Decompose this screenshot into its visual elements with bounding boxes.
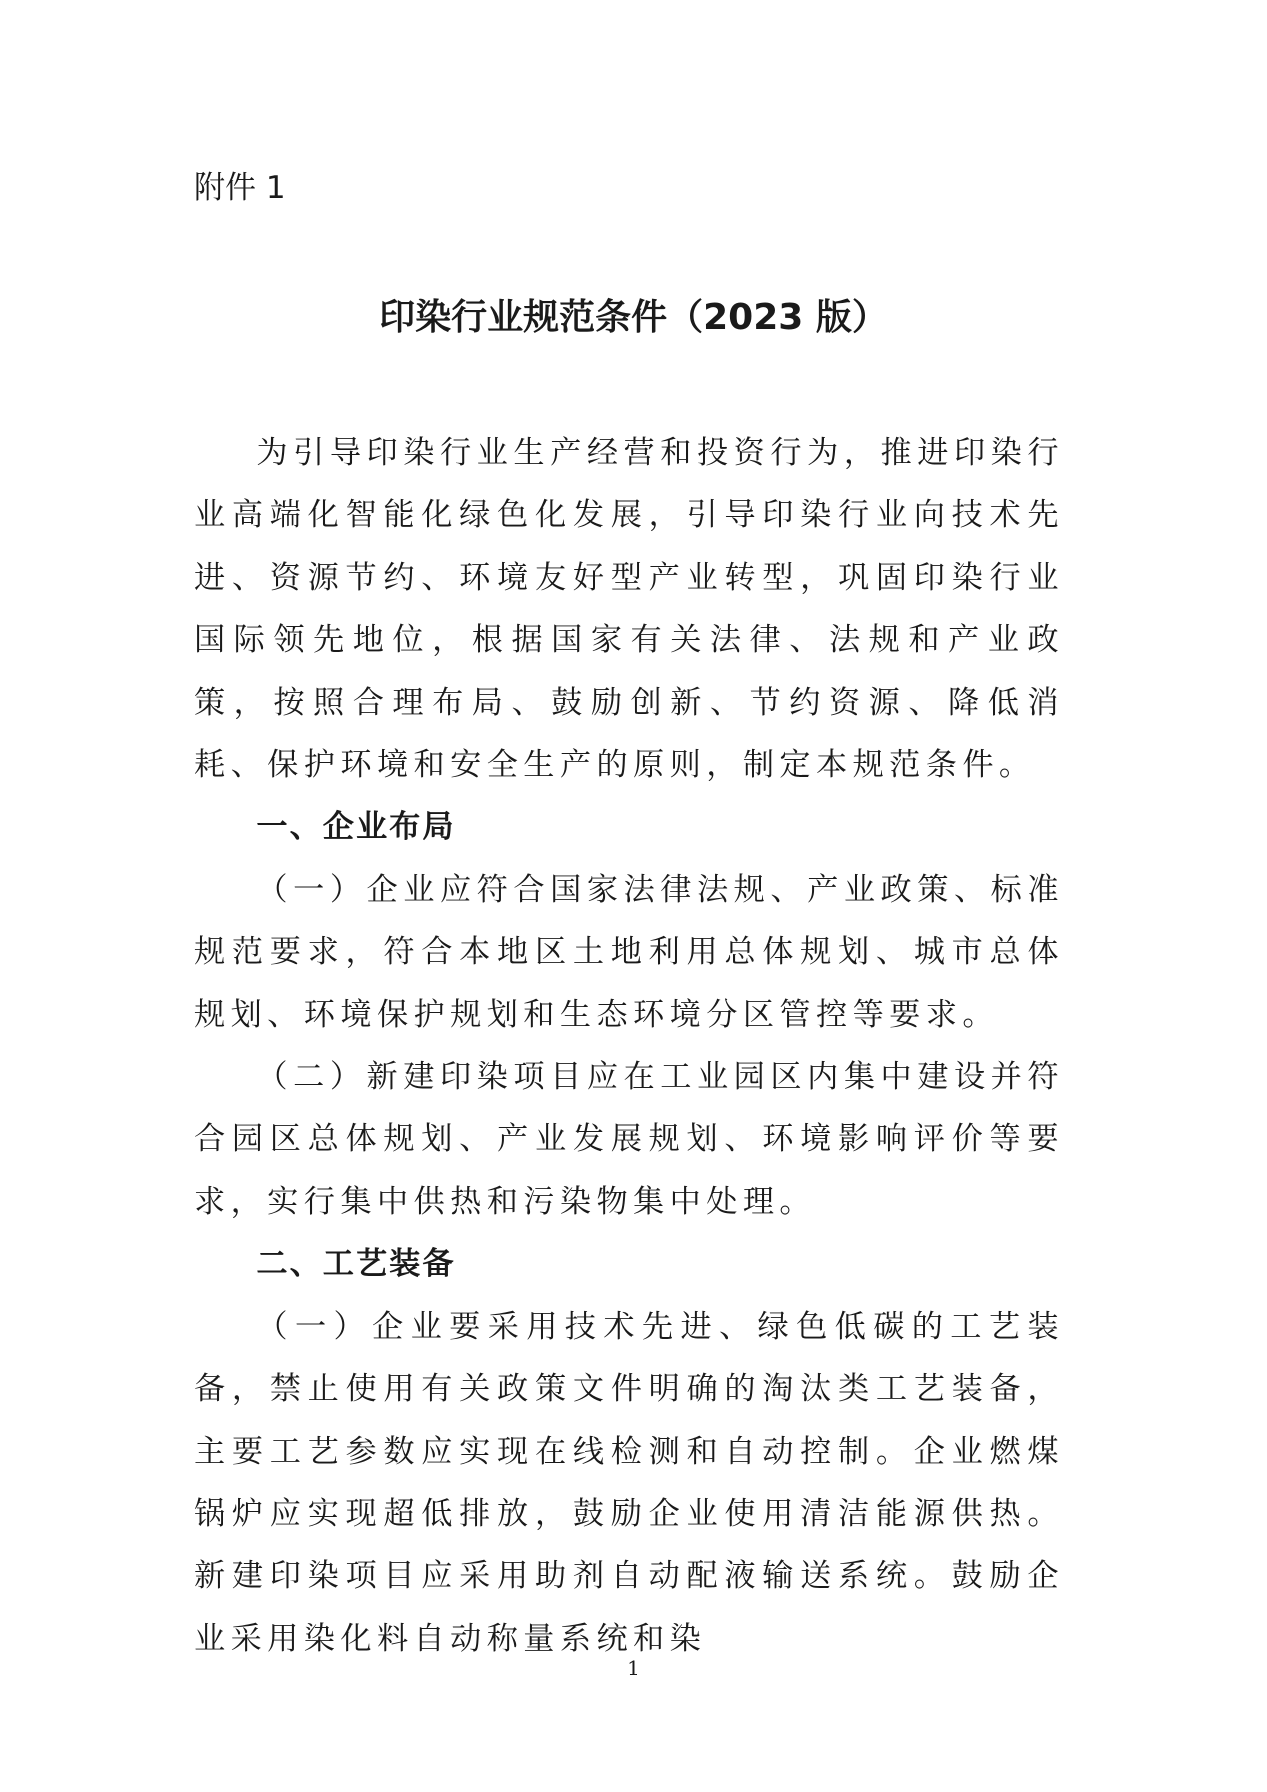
document-body	[194, 422, 1064, 1670]
section-1-item-2: （二）新建印染项目应在工业园区内集中建设并符合园区总体规划、产业发展规划、环境影响评价等要求，实行集中供热和污染物集中处理。	[194, 1059, 1064, 1220]
page-number: 1	[627, 1656, 640, 1680]
intro-paragraph: 为引导印染行业生产经营和投资行为，推进印染行业高端化智能化绿色化发展，引导印染行业向技术先进、资源节约、环境友好型产业转型，巩固印染行业国际领先地位，根据国家有关法律、法规和产业政策，按照合理布局、鼓励创新、节约资源、降低消耗、保护环境和安全生产的原则，制定本规范条件。	[194, 435, 1064, 784]
section-heading-layout: 一、企业布局	[256, 809, 456, 846]
section-1-item-1: （一）企业应符合国家法律法规、产业政策、标准规范要求，符合本地区土地利用总体规划、城市总体规划、环境保护规划和生态环境分区管控等要求。	[194, 871, 1064, 1033]
attachment-label: 附件 1	[194, 170, 286, 206]
section-2-item-1: （一）企业要采用技术先进、绿色低碳的工艺装备，禁止使用有关政策文件明确的淘汰类工艺装备，主要工艺参数应实现在线检测和自动控制。企业燃煤锅炉应实现超低排放，鼓励企业使用清洁能源供热。新建印染项目应采用助剂自动配液输送系统。鼓励企业采用染化料自动称量系统和染	[194, 1308, 1064, 1657]
document-title: 印染行业规范条件（2023 版）	[379, 297, 888, 338]
section-heading-equipment: 二、工艺装备	[256, 1246, 456, 1283]
